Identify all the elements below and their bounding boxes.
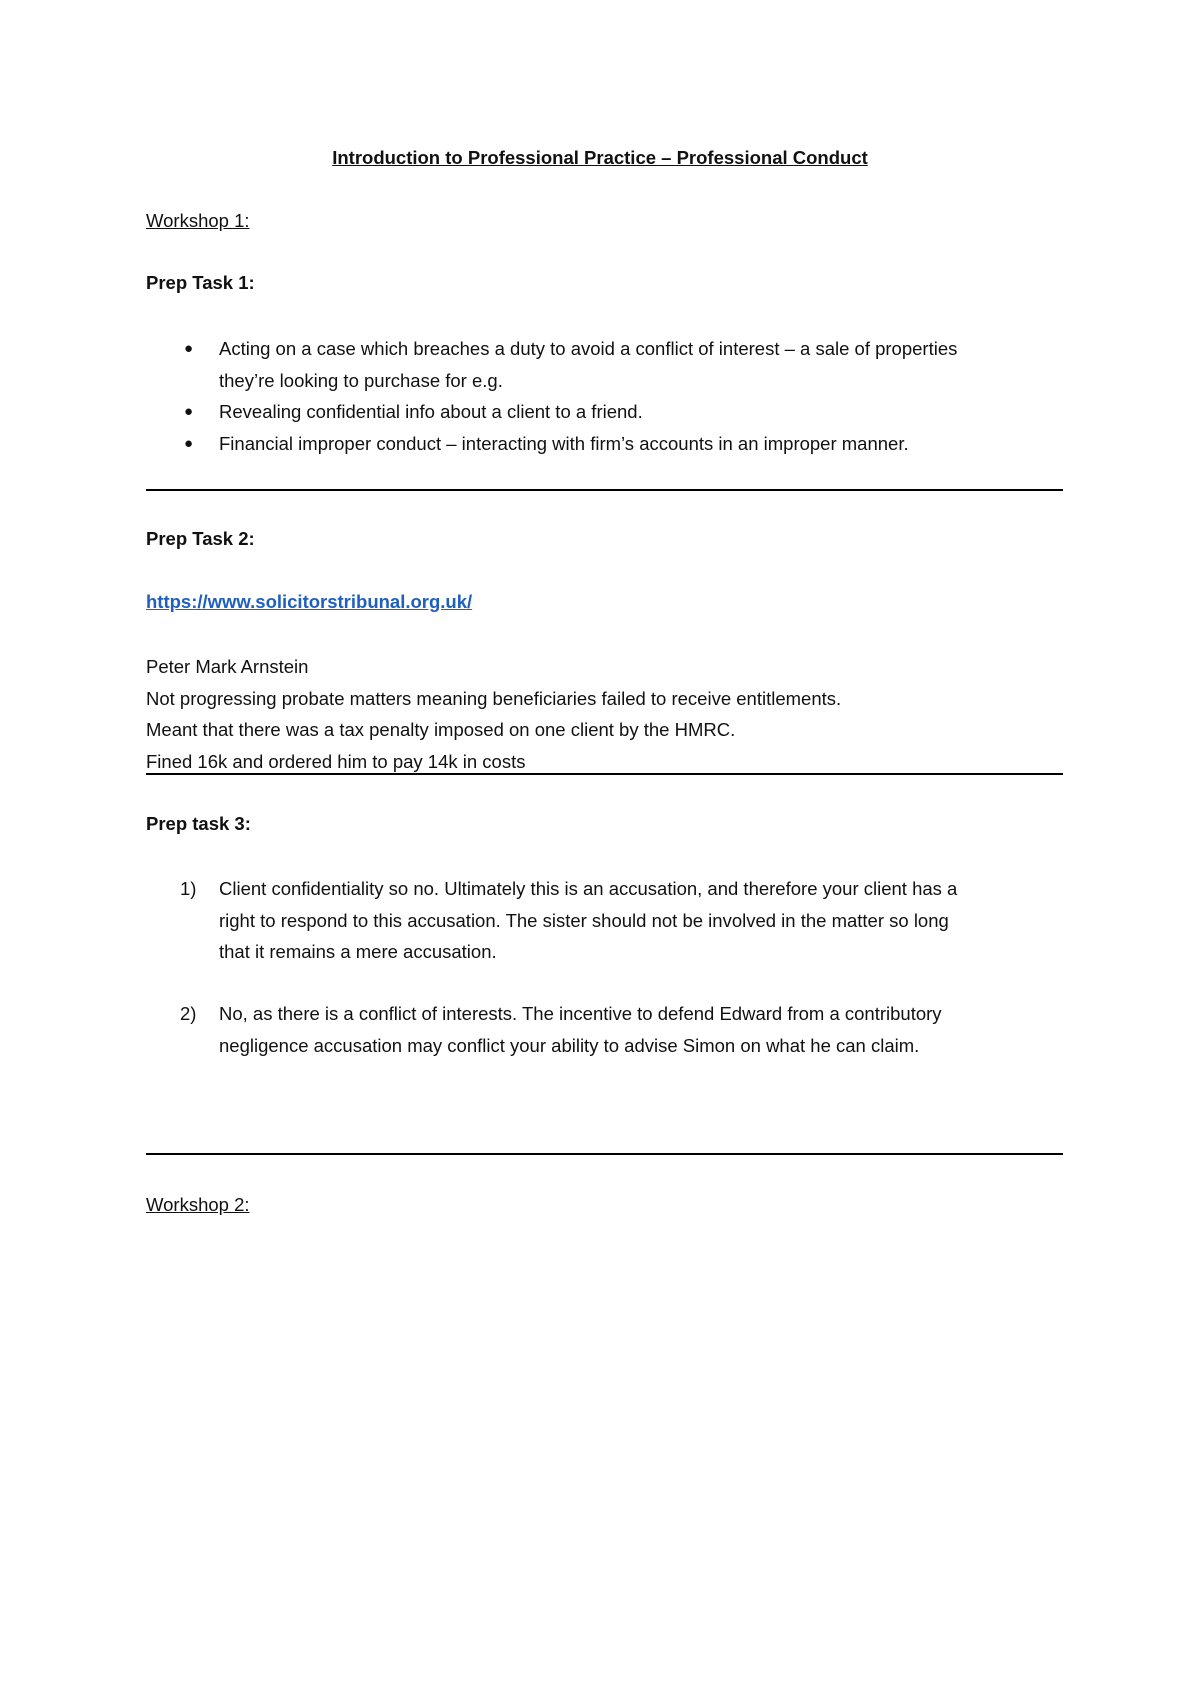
prep-task-2-text — [146, 651, 841, 777]
prep-task-1-list — [146, 333, 957, 459]
list-item: ● Financial improper conduct – interacting with firm’s accounts in an improper manner. — [146, 428, 957, 460]
workshop-2-heading: Workshop 2: — [146, 1194, 250, 1215]
prep-task-2-heading: Prep Task 2: — [146, 528, 255, 549]
list-item: 2) No, as there is a conflict of interests. The incentive to defend Edward from a contributory — [146, 998, 942, 1030]
list-item: ● Acting on a case which breaches a duty to avoid a conflict of interest – a sale of properties — [146, 333, 957, 365]
workshop-1-heading: Workshop 1: — [146, 210, 250, 231]
text-line: Fined 16k and ordered him to pay 14k in costs — [146, 750, 526, 772]
bullet-icon: ● — [184, 403, 194, 420]
list-number: 2) — [180, 1003, 197, 1024]
text-line: Not progressing probate matters meaning beneficiaries failed to receive entitlements. — [146, 687, 842, 709]
horizontal-divider — [146, 489, 1063, 491]
list-item-continuation: they’re looking to purchase for e.g. — [219, 369, 503, 391]
text-line: Peter Mark Arnstein — [146, 656, 309, 677]
prep-task-3-item-1 — [146, 873, 957, 968]
document-title: Introduction to Professional Practice – Professional Conduct — [332, 147, 868, 168]
list-number: 1) — [180, 878, 197, 899]
list-item: ● Revealing confidential info about a client to a friend. — [146, 396, 957, 428]
list-item-continuation: that it remains a mere accusation. — [219, 941, 497, 962]
prep-task-3-item-2 — [146, 998, 942, 1061]
list-item-continuation: negligence accusation may conflict your ability to advise Simon on what he can claim. — [219, 1034, 920, 1056]
list-item: 1) Client confidentiality so no. Ultimately this is an accusation, and therefore your client has a — [146, 873, 957, 905]
prep-task-3-heading: Prep task 3: — [146, 813, 251, 834]
bullet-icon: ● — [184, 340, 194, 357]
list-item-continuation: right to respond to this accusation. The sister should not be involved in the matter so long — [219, 909, 949, 931]
bullet-icon: ● — [184, 434, 194, 452]
text-line: Meant that there was a tax penalty imposed on one client by the HMRC. — [146, 719, 736, 740]
horizontal-divider — [146, 1153, 1063, 1155]
horizontal-divider — [146, 773, 1063, 775]
prep-task-1-heading: Prep Task 1: — [146, 272, 255, 293]
tribunal-link[interactable]: https://www.solicitorstribunal.org.uk/ — [146, 591, 473, 612]
